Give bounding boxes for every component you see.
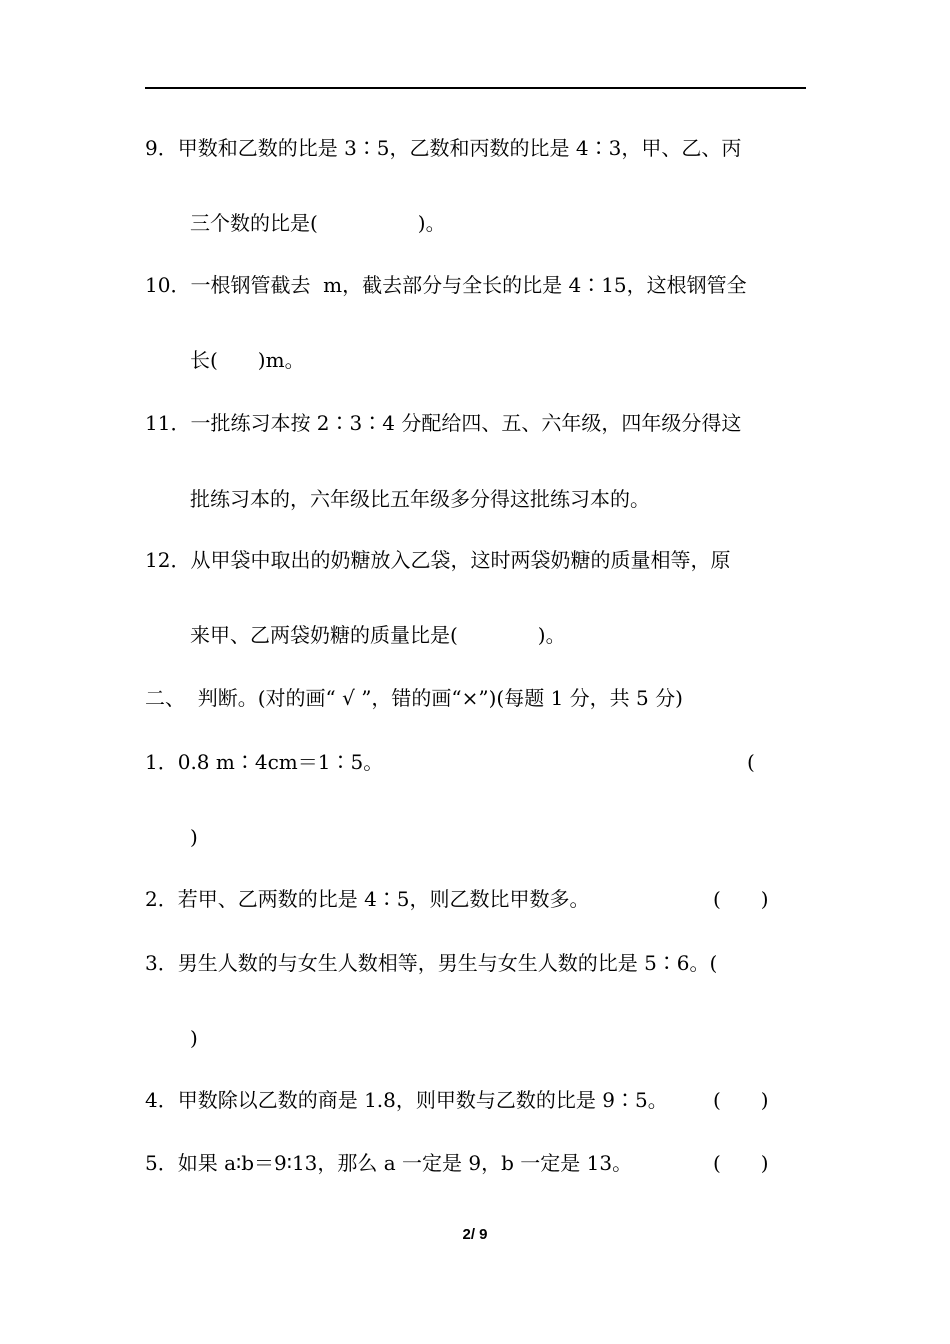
page-number: 2/ 9 <box>462 1226 488 1243</box>
question-12-line2: 来甲、乙两袋奶糖的质量比是( )。 <box>190 623 566 647</box>
judgment-5-answer[interactable]: ( ) <box>713 1151 769 1175</box>
judgment-1-answer-close[interactable]: ) <box>190 825 198 849</box>
question-9-line1: 9．甲数和乙数的比是 3∶5，乙数和丙数的比是 4∶3，甲、乙、丙 <box>145 136 742 160</box>
question-11-line1: 11．一批练习本按 2∶3∶4 分配给四、五、六年级，四年级分得这 <box>145 411 742 435</box>
question-12-line1: 12．从甲袋中取出的奶糖放入乙袋，这时两袋奶糖的质量相等，原 <box>145 548 731 572</box>
section-2-heading: 二、 判断。(对的画“ √ ”，错的画“×”)(每题 1 分，共 5 分) <box>145 686 683 710</box>
question-10-line2: 长( )m。 <box>190 348 305 372</box>
judgment-5: 5．如果 a∶b＝9∶13，那么 a 一定是 9，b 一定是 13。 <box>145 1151 633 1175</box>
question-9-line2: 三个数的比是( )。 <box>190 211 446 235</box>
question-10-line1: 10．一根钢管截去 m，截去部分与全长的比是 4∶15，这根钢管全 <box>145 273 747 297</box>
judgment-4: 4．甲数除以乙数的商是 1.8，则甲数与乙数的比是 9∶5。 <box>145 1088 668 1112</box>
judgment-1: 1．0.8 m∶4cm＝1∶5。 <box>145 750 384 774</box>
header-rule <box>145 87 806 89</box>
judgment-2: 2．若甲、乙两数的比是 4∶5，则乙数比甲数多。 <box>145 887 590 911</box>
judgment-3-answer-close[interactable]: ) <box>190 1026 198 1050</box>
question-11-line2: 批练习本的，六年级比五年级多分得这批练习本的。 <box>190 487 650 511</box>
judgment-4-answer[interactable]: ( ) <box>713 1088 769 1112</box>
judgment-3: 3．男生人数的与女生人数相等，男生与女生人数的比是 5∶6。( <box>145 951 718 975</box>
judgment-2-answer[interactable]: ( ) <box>713 887 769 911</box>
judgment-1-answer-open[interactable]: ( <box>747 750 755 774</box>
